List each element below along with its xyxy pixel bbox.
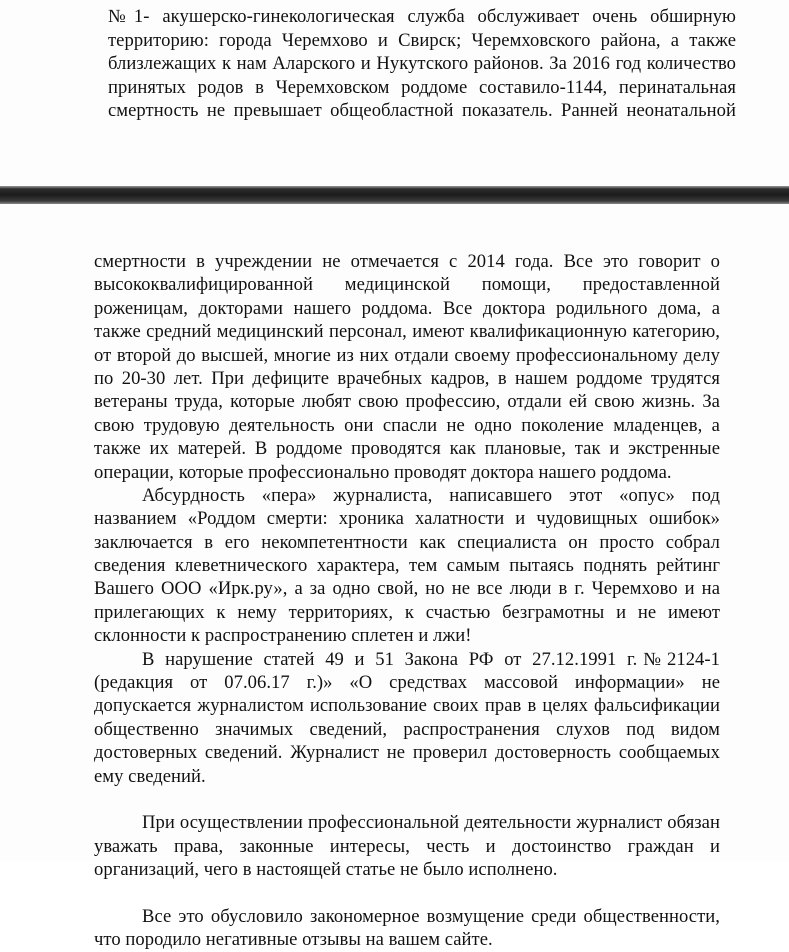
text-line: достоверных сведений. Журналист не проверил достоверность сообщаемых bbox=[94, 742, 720, 764]
text-line: прилегающих к нему территориях, к счастью безграмотны и не имеют bbox=[94, 601, 720, 623]
document-page-bottom bbox=[0, 204, 789, 951]
bottom-page-text bbox=[94, 250, 720, 952]
text-line: высококвалифицированной медицинской помощи, предоставленной bbox=[94, 274, 720, 296]
text-line: что породило негативные отзывы на вашем сайте. bbox=[94, 929, 493, 951]
text-line: сведения клеветнического характера, тем самым пытаясь поднять рейтинг bbox=[94, 555, 720, 577]
text-line: роженицам, докторами нашего роддома. Все доктора родильного дома, а bbox=[94, 297, 720, 319]
text-line: ветераны труда, которые любят свою профессию, отдали ей свою жизнь. За bbox=[94, 391, 720, 413]
text-line: свою трудовую деятельность они спасли не одно поколение младенцев, а bbox=[94, 414, 720, 436]
text-line: допускается журналистом использование своих прав в целях фальсификации bbox=[94, 695, 720, 717]
text-line: (редакция от 07.06.17 г.)» «О средствах массовой информации» не bbox=[94, 672, 720, 694]
text-line: ему сведений. bbox=[94, 765, 206, 787]
document-page-top bbox=[0, 0, 789, 186]
page-separator bbox=[0, 186, 789, 204]
text-line: общественно значимых сведений, распространения слухов под видом bbox=[94, 718, 720, 740]
top-page-text bbox=[108, 0, 736, 122]
paragraph-gap bbox=[94, 788, 720, 811]
text-line: №1- акушерско-гинекологическая служба обслуживает очень обширную bbox=[108, 6, 736, 28]
text-line: склонности к распространению сплетен и лжи! bbox=[94, 625, 472, 647]
text-line: принятых родов в Черемховском роддоме составило-1144, перинатальная bbox=[108, 76, 736, 98]
text-line: также средний медицинский персонал, имеют квалификационную категорию, bbox=[94, 321, 720, 343]
text-line: по 20-30 лет. При дефиците врачебных кадров, в нашем роддоме трудятся bbox=[94, 367, 720, 389]
text-line: заключается в его некомпетентности как специалиста он просто собрал bbox=[94, 531, 720, 553]
text-line: смертность не превышает общеобластной показатель. Ранней неонатальной bbox=[108, 99, 736, 121]
paragraph-gap bbox=[94, 882, 720, 905]
text-line: уважать права, законные интересы, честь и достоинство граждан и bbox=[94, 835, 720, 857]
text-line: Вашего ООО «Ирк.ру», а за одно свой, но не все люди в г. Черемхово и на bbox=[94, 578, 720, 600]
text-line: Все это обусловило закономерное возмущение среди общественности, bbox=[142, 905, 720, 927]
text-line: При осуществлении профессиональной деятельности журналист обязан bbox=[142, 812, 720, 834]
text-line: Абсурдность «пера» журналиста, написавшего этот «опус» под bbox=[142, 484, 720, 506]
text-line: также их матерей. В роддоме проводятся как плановые, так и экстренные bbox=[94, 438, 720, 460]
text-line: названием «Роддом смерти: хроника халатности и чудовищных ошибок» bbox=[94, 508, 720, 530]
text-line: территорию: города Черемхово и Свирск; Черемховского района, а также bbox=[108, 29, 736, 51]
text-line: организаций, чего в настоящей статье не было исполнено. bbox=[94, 859, 558, 881]
text-line: операции, которые профессионально проводят доктора нашего роддома. bbox=[94, 461, 672, 483]
text-line: близлежащих к нам Аларского и Нукутского районов. За 2016 год количество bbox=[108, 53, 736, 75]
text-line: от второй до высшей, многие из них отдали своему профессиональному делу bbox=[94, 344, 720, 366]
text-line: смертности в учреждении не отмечается с 2014 года. Все это говорит о bbox=[94, 251, 720, 272]
text-line: В нарушение статей 49 и 51 Закона РФ от 27.12.1991 г.№2124-1 bbox=[142, 648, 720, 670]
